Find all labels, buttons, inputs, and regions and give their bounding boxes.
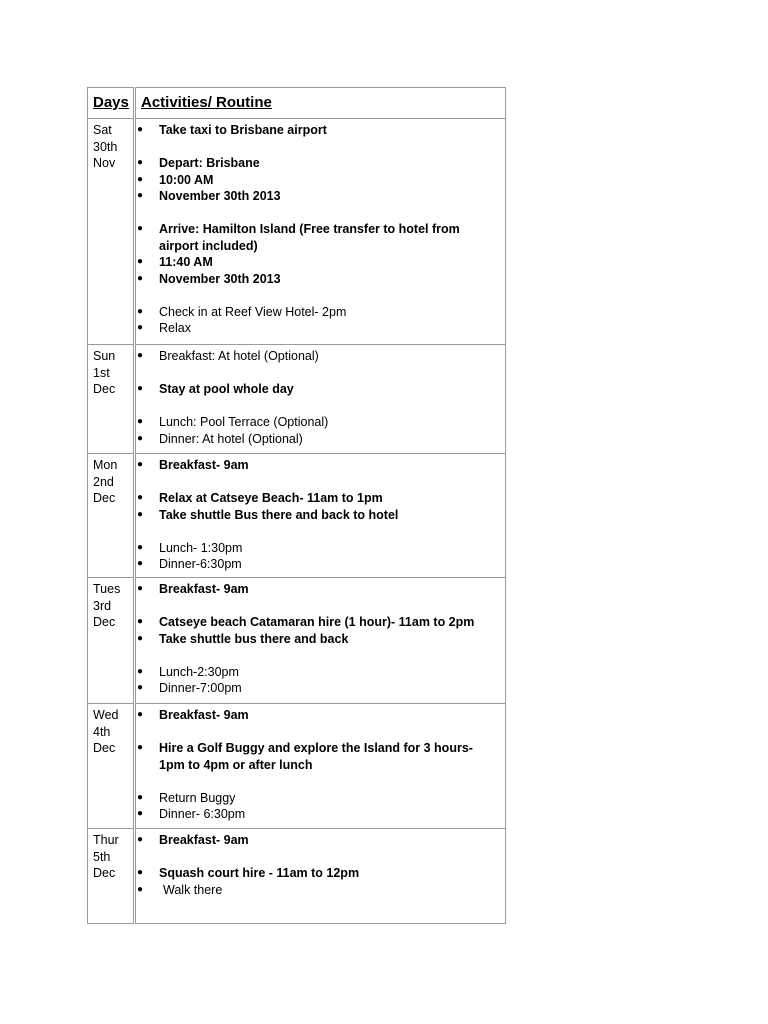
activities-cell	[135, 578, 506, 704]
list-item	[136, 304, 499, 321]
header-row	[88, 88, 506, 119]
activities-cell	[135, 345, 506, 454]
bullet-icon: ●	[137, 322, 144, 333]
activity-text: Squash court hire - 11am to 12pm	[159, 866, 360, 880]
list-item	[136, 172, 499, 189]
bullet-icon: ●	[137, 791, 144, 803]
day-label-line: 3rd	[93, 598, 112, 613]
day-label-line: Tues	[93, 582, 121, 596]
list-item	[136, 348, 499, 365]
list-spacer	[136, 849, 499, 866]
activity-text: Relax	[159, 321, 191, 335]
list-item	[136, 188, 499, 205]
list-item	[136, 882, 499, 899]
activity-text: Take taxi to Brisbane airport	[159, 123, 327, 137]
day-label-line: 5th	[93, 849, 111, 864]
itinerary-table	[87, 87, 506, 924]
list-item	[136, 414, 499, 431]
activity-list	[136, 457, 499, 573]
day-label-line: Dec	[93, 382, 116, 396]
activity-text: Take shuttle Bus there and back to hotel	[159, 507, 399, 522]
day-label-line: Thur	[93, 833, 119, 847]
activity-text: Breakfast- 9am	[159, 582, 249, 596]
list-item	[136, 431, 499, 448]
day-label-line: 2nd	[93, 474, 114, 489]
list-item	[136, 832, 499, 849]
bullet-icon: ●	[137, 508, 144, 520]
day-row	[88, 454, 506, 578]
bullet-icon: ●	[137, 190, 144, 201]
bullet-icon: ●	[137, 350, 144, 361]
days-header: Days	[88, 88, 135, 119]
activity-text: Lunch: Pool Terrace (Optional)	[159, 415, 329, 429]
bullet-icon: ●	[137, 383, 144, 394]
bullet-icon: ●	[137, 834, 144, 845]
bullet-icon: ●	[137, 632, 144, 644]
activity-text: Walk there	[163, 882, 223, 897]
list-spacer	[136, 647, 499, 664]
activities-cell	[135, 829, 506, 924]
list-spacer	[136, 598, 499, 615]
activities-cell	[135, 704, 506, 829]
activity-text: Catseye beach Catamaran hire (1 hour)- 11am to 2pm	[159, 615, 475, 629]
activity-text: Depart: Brisbane	[159, 156, 260, 170]
bullet-icon: ●	[137, 416, 144, 427]
day-cell	[88, 704, 135, 829]
day-cell	[88, 119, 135, 345]
bullet-icon: ●	[137, 223, 144, 234]
activities-cell	[135, 454, 506, 578]
activity-text: Arrive: Hamilton Island (Free transfer to hotel from airport included)	[159, 222, 460, 253]
list-item	[136, 581, 499, 598]
list-item	[136, 381, 499, 398]
list-item	[136, 790, 499, 807]
day-row	[88, 578, 506, 704]
list-item	[136, 490, 499, 507]
list-item	[136, 271, 499, 288]
list-spacer	[136, 139, 499, 156]
bullet-icon: ●	[137, 665, 144, 677]
activity-text: Hire a Golf Buggy and explore the Island for 3 hours- 1pm to 4pm or after lunch	[159, 741, 473, 772]
list-item	[136, 540, 499, 557]
list-item	[136, 664, 499, 681]
bullet-icon: ●	[137, 742, 144, 753]
day-label-line: 4th	[93, 724, 111, 739]
list-item	[136, 122, 499, 139]
day-label-line: 30th	[93, 139, 118, 154]
list-item	[136, 155, 499, 172]
activity-text: Lunch- 1:30pm	[159, 540, 243, 555]
bullet-icon: ●	[137, 124, 144, 135]
activity-list	[136, 581, 499, 697]
list-item	[136, 254, 499, 271]
activity-text: Lunch-2:30pm	[159, 664, 239, 679]
list-spacer	[136, 773, 499, 790]
day-label-line: Dec	[93, 491, 116, 505]
list-item	[136, 865, 499, 882]
day-label-line: 1st	[93, 365, 110, 380]
bullet-icon: ●	[137, 709, 144, 720]
activity-text: Stay at pool whole day	[159, 382, 294, 396]
activity-text: Take shuttle bus there and back	[159, 631, 349, 646]
day-row	[88, 119, 506, 345]
bullet-icon: ●	[137, 492, 144, 503]
list-spacer	[136, 398, 499, 415]
list-item	[136, 614, 499, 631]
day-label-line: Sun	[93, 349, 116, 363]
list-item	[136, 320, 499, 337]
day-label-line: Dec	[93, 615, 116, 629]
list-item	[136, 507, 499, 524]
bullet-icon: ●	[137, 682, 144, 693]
activity-text: Return Buggy	[159, 790, 236, 805]
activity-text: Relax at Catseye Beach- 11am to 1pm	[159, 491, 383, 505]
list-item	[136, 556, 499, 573]
activity-list	[136, 707, 499, 823]
activity-text: Dinner- 6:30pm	[159, 807, 246, 821]
day-label-line: Mon	[93, 458, 118, 472]
activity-text: November 30th 2013	[159, 271, 281, 286]
list-item	[136, 680, 499, 697]
day-cell	[88, 829, 135, 924]
activity-text: Breakfast- 9am	[159, 708, 249, 722]
day-label-line: Dec	[93, 866, 116, 880]
bullet-icon: ●	[137, 616, 144, 627]
list-item	[136, 707, 499, 724]
activity-text: November 30th 2013	[159, 189, 281, 203]
activity-text: Breakfast: At hotel (Optional)	[159, 349, 319, 363]
day-label-line: Sat	[93, 123, 112, 137]
activity-text: Dinner-6:30pm	[159, 557, 242, 571]
activity-list	[136, 832, 499, 898]
list-spacer	[136, 365, 499, 382]
activity-text: 11:40 AM	[159, 255, 213, 269]
bullet-icon: ●	[137, 867, 144, 878]
activity-text: Breakfast- 9am	[159, 833, 249, 847]
list-spacer	[136, 287, 499, 304]
activities-header: Activities/ Routine	[135, 88, 506, 119]
bullet-icon: ●	[137, 173, 144, 185]
activity-list	[136, 348, 499, 447]
list-item	[136, 221, 499, 254]
day-cell	[88, 454, 135, 578]
day-label-line: Dec	[93, 741, 116, 755]
list-item	[136, 457, 499, 474]
activity-text: Check in at Reef View Hotel- 2pm	[159, 304, 347, 319]
activities-cell	[135, 119, 506, 345]
bullet-icon: ●	[137, 272, 144, 284]
day-row	[88, 829, 506, 924]
day-label-line: Nov	[93, 156, 116, 170]
bullet-icon: ●	[137, 157, 144, 168]
day-label-line: Wed	[93, 708, 119, 722]
day-cell	[88, 345, 135, 454]
list-item	[136, 740, 499, 773]
activity-text: Dinner: At hotel (Optional)	[159, 431, 303, 446]
list-item	[136, 806, 499, 823]
list-spacer	[136, 205, 499, 222]
list-spacer	[136, 474, 499, 491]
day-cell	[88, 578, 135, 704]
activity-text: 10:00 AM	[159, 172, 214, 187]
bullet-icon: ●	[137, 305, 144, 317]
itinerary-body	[88, 88, 506, 924]
activity-text: Dinner-7:00pm	[159, 681, 242, 695]
bullet-icon: ●	[137, 541, 144, 553]
activity-list	[136, 122, 499, 337]
bullet-icon: ●	[137, 583, 144, 594]
bullet-icon: ●	[137, 558, 144, 569]
bullet-icon: ●	[137, 256, 144, 267]
list-spacer	[136, 724, 499, 741]
day-row	[88, 345, 506, 454]
list-spacer	[136, 523, 499, 540]
bullet-icon: ●	[137, 432, 144, 444]
bullet-icon: ●	[137, 459, 144, 470]
bullet-icon: ●	[137, 808, 144, 819]
day-row	[88, 704, 506, 829]
list-item	[136, 631, 499, 648]
bullet-icon: ●	[137, 883, 144, 895]
activity-text: Breakfast- 9am	[159, 458, 249, 472]
